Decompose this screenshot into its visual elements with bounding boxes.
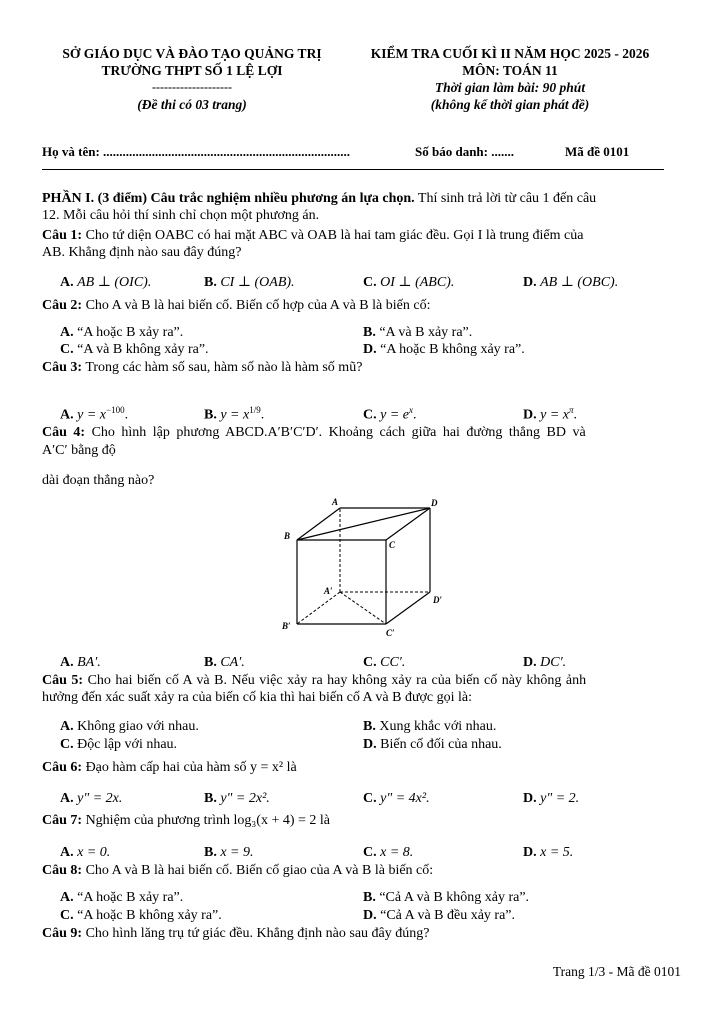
q3-d-base: y = x [540,407,569,423]
q6-option-b[interactable] [204,790,270,807]
q6-d-text: y" = 2. [540,791,580,806]
option-letter: B. [204,791,217,806]
q8-option-c[interactable] [60,907,222,924]
option-letter: A. [60,407,74,423]
q5-a-text: Không giao với nhau. [77,719,199,734]
q1-b-text: CI ⊥ (OAB). [220,275,295,290]
q5-c-text: Độc lập với nhau. [77,737,178,752]
q4-label: Câu 4: [42,425,86,440]
q5-option-c[interactable] [60,736,177,753]
q2-label: Câu 2: [42,298,83,313]
vertex-label-c: C [389,540,396,550]
q6-a-text: y" = 2x. [77,791,123,806]
q7-option-c[interactable] [363,844,413,861]
question-3 [42,359,362,376]
vertex-label-d: D [431,498,438,508]
q2-option-c[interactable] [60,341,209,358]
option-letter: B. [204,655,217,670]
q8-b-text: “Cả A và B không xảy ra”. [379,890,530,905]
diagonal-b-d [297,508,430,540]
q6-option-c[interactable] [363,790,430,807]
part1-title: PHẦN I. (3 điểm) Câu trắc nghiệm nhiều phương án lựa chọn. [42,191,415,206]
option-letter: A. [60,325,74,340]
q7-text: Nghiệm của phương trình log₃(x + 4) = 2 là [85,813,331,828]
q6-c-text: y" = 4x². [380,791,430,806]
question-4 [42,424,586,441]
diagonal-a1-c1 [340,592,386,624]
option-letter: D. [523,845,537,860]
question-1 [42,227,583,244]
q2-option-b[interactable] [363,324,472,341]
q4-option-a[interactable] [60,654,101,671]
option-letter: B. [363,890,376,905]
q2-a-text: “A hoặc B xảy ra”. [77,325,184,340]
department-name: SỞ GIÁO DỤC VÀ ĐÀO TẠO QUẢNG TRỊ [62,46,322,61]
option-letter: D. [523,791,537,806]
question-2 [42,297,430,314]
vertex-label-d1: D′ [433,595,443,605]
option-letter: B. [363,325,376,340]
q5-option-a[interactable] [60,718,199,735]
q1-option-c[interactable] [363,274,454,291]
vertex-label-a1: A′ [324,586,333,596]
q3-label: Câu 3: [42,360,83,375]
exam-code: Mã đề 0101 [565,144,630,159]
q1-option-d[interactable] [523,274,618,291]
q4-b-text: CA′. [220,655,245,670]
q4-c-text: CC′. [380,655,406,670]
part1-heading [42,190,596,207]
pages-note: (Đề thi có 03 trang) [137,97,247,112]
q4-text1: Cho hình lập phương ABCD.A′B′C′D′. Khoảng cách giữa hai đường thẳng BD và [91,425,586,440]
exam-time: Thời gian làm bài: 90 phút [434,80,586,95]
option-letter: D. [363,342,377,357]
q5-label: Câu 5: [42,673,84,688]
question-9 [42,925,429,942]
q7-option-a[interactable] [60,844,110,861]
q7-option-d[interactable] [523,844,573,861]
q4-option-c[interactable] [363,654,405,671]
q3-option-a[interactable]: A. $y = x^{-100}$. [60,405,129,423]
q5-text2: hưởng đến xác suất xảy ra của biến cố kia thì hai biến cố A và B được gọi là: [42,690,473,705]
q6-option-a[interactable] [60,790,122,807]
q5-text1: Cho hai biến cố A và B. Nếu việc xảy ra hay không xảy ra của biến cố này không ảnh [87,673,587,688]
q3-c-exp: x [409,405,413,415]
option-letter: D. [523,407,537,423]
option-letter: C. [60,342,74,357]
edge-c1-d1 [386,592,430,624]
q4-a-text: BA′. [77,655,101,670]
q1-text1: Cho tứ diện OABC có hai mặt ABC và OAB là hai tam giác đều. Gọi I là trung điểm của [85,228,584,243]
part1-desc2: 12. Mỗi câu hỏi thí sinh chỉ chọn một phương án. [42,208,320,223]
q4-d-text: DC′. [540,655,567,670]
option-letter: A. [60,845,74,860]
vertex-label-b: B [284,531,291,541]
q4-option-d[interactable] [523,654,566,671]
q2-text: Cho A và B là hai biến cố. Biến cố hợp của A và B là biến cố: [85,298,431,313]
option-letter: A. [60,275,74,290]
q6-label: Câu 6: [42,760,83,775]
option-letter: C. [363,275,377,290]
option-letter: C. [60,737,74,752]
option-letter: C. [60,908,74,923]
q4-text2: A′C′ bằng độ [42,443,116,458]
header-divider [42,169,664,170]
q8-d-text: “Cả A và B đều xảy ra”. [380,908,516,923]
q2-d-text: “A hoặc B không xảy ra”. [380,342,525,357]
option-letter: D. [523,655,537,670]
option-letter: B. [204,845,217,860]
q5-d-text: Biến cố đối của nhau. [380,737,502,752]
option-letter: A. [60,719,74,734]
q8-option-a[interactable] [60,889,183,906]
q8-option-b[interactable] [363,889,529,906]
q8-label: Câu 8: [42,863,83,878]
q6-option-d[interactable] [523,790,579,807]
q4-option-b[interactable] [204,654,245,671]
edge-a1-b1 [297,592,340,624]
exam-subject: MÔN: TOÁN 11 [462,63,558,78]
q1-d-text: AB ⊥ (OBC). [540,275,619,290]
q3-b-base: y = x [220,407,250,423]
exam-time-note: (không kể thời gian phát đề) [430,97,590,112]
q8-a-text: “A hoặc B xảy ra”. [77,890,184,905]
option-letter: B. [204,407,217,423]
exam-title: KIỂM TRA CUỐI KÌ II NĂM HỌC 2025 - 2026 [370,46,650,61]
q5-option-b[interactable] [363,718,496,735]
option-letter: C. [363,791,377,806]
q8-c-text: “A hoặc B không xảy ra”. [77,908,222,923]
q5-b-text: Xung khắc với nhau. [379,719,497,734]
q3-option-c[interactable]: C. $y = e^x$. [363,405,417,423]
question-6 [42,759,297,776]
option-letter: B. [363,719,376,734]
option-letter: A. [60,655,74,670]
q9-label: Câu 9: [42,926,83,941]
q7-label: Câu 7: [42,813,83,828]
q1-option-b[interactable] [204,274,295,291]
vertex-label-a: A [332,497,339,507]
option-letter: A. [60,890,74,905]
q9-text: Cho hình lăng trụ tứ giác đều. Khẳng định nào sau đây đúng? [85,926,430,941]
option-letter: D. [363,737,377,752]
q3-c-base: y = e [380,407,409,423]
q7-c-text: x = 8. [380,845,414,860]
q5-option-d[interactable] [363,736,502,753]
cube-figure [278,496,448,644]
q7-a-text: x = 0. [77,845,111,860]
q6-text: Đạo hàm cấp hai của hàm số y = x² là [85,760,297,775]
q6-b-text: y" = 2x². [220,791,270,806]
q1-label: Câu 1: [42,228,83,243]
q7-option-b[interactable] [204,844,254,861]
q1-a-text: AB ⊥ (OIC). [77,275,152,290]
q1-option-a[interactable] [60,274,151,291]
q8-text: Cho A và B là hai biến cố. Biến cố giao của A và B là biến cố: [85,863,434,878]
option-letter: B. [204,275,217,290]
q3-b-exp: 1/9 [249,405,261,415]
q2-option-d[interactable] [363,341,525,358]
question-8 [42,862,433,879]
student-name-field[interactable]: Họ và tên: ............................................................................ [42,144,351,159]
q2-b-text: “A và B xảy ra”. [379,325,473,340]
school-name: TRƯỜNG THPT SỐ 1 LỆ LỢI [101,63,283,78]
page-footer: Trang 1/3 - Mã đề 0101 [552,964,681,979]
vertex-label-b1: B′ [282,621,291,631]
q3-a-exp: −100 [106,405,125,415]
option-letter: C. [363,845,377,860]
q3-a-base: y = x [77,407,106,423]
option-letter: D. [363,908,377,923]
q3-d-exp: π [569,405,574,415]
q4-text3: dài đoạn thẳng nào? [42,473,155,488]
q3-option-b[interactable]: B. $y = x^{1/9}$. [204,405,265,423]
vertex-label-c1: C′ [386,628,395,638]
q3-option-d[interactable]: D. $y = x^\pi$. [523,405,578,423]
q2-c-text: “A và B không xảy ra”. [77,342,209,357]
question-7 [42,812,330,829]
option-letter: C. [363,407,377,423]
part1-desc1: Thí sinh trả lời từ câu 1 đến câu [414,191,597,206]
student-id-field[interactable]: Số báo danh: ....... [415,144,514,159]
q7-b-text: x = 9. [220,845,254,860]
q1-c-text: OI ⊥ (ABC). [380,275,455,290]
q8-option-d[interactable] [363,907,515,924]
q7-d-text: x = 5. [540,845,574,860]
header-dashes: -------------------- [152,80,232,94]
q2-option-a[interactable] [60,324,183,341]
question-5 [42,672,586,689]
q3-text: Trong các hàm số sau, hàm số nào là hàm số mũ? [85,360,363,375]
q1-text2: AB. Khẳng định nào sau đây đúng? [42,245,242,260]
option-letter: C. [363,655,377,670]
option-letter: D. [523,275,537,290]
option-letter: A. [60,791,74,806]
